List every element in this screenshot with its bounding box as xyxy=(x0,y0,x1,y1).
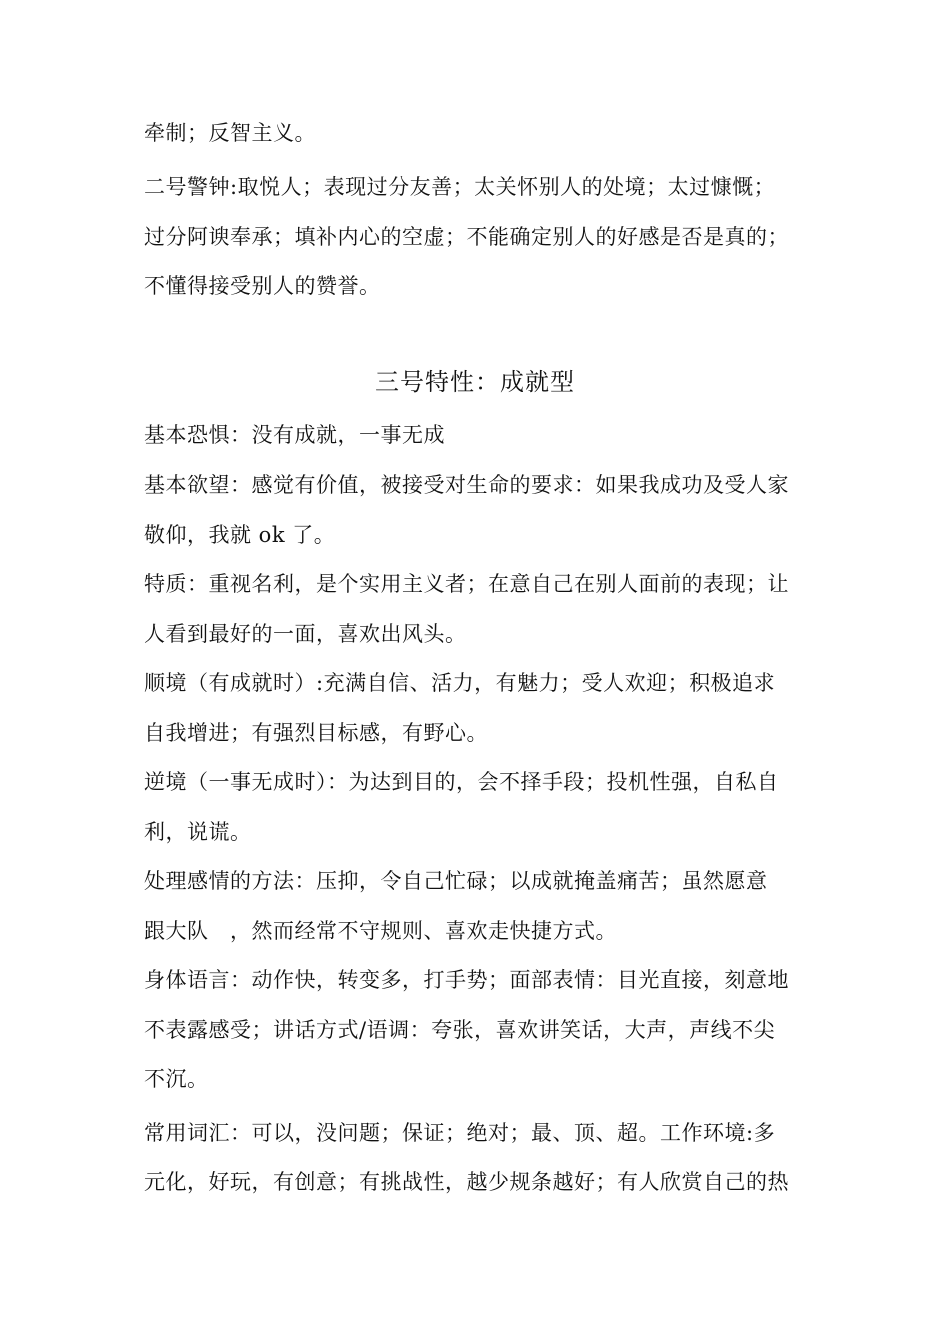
paragraph-line: 身体语言：动作快，转变多，打手势；面部表情：目光直接，刻意地 xyxy=(144,968,789,992)
paragraph-line: 基本恐惧：没有成就，一事无成 xyxy=(144,423,445,447)
paragraph-line: 过分阿谀奉承；填补内心的空虚；不能确定别人的好感是否是真的； xyxy=(144,225,789,249)
paragraph-line: 基本欲望：感觉有价值，被接受对生命的要求：如果我成功及受人家 xyxy=(144,473,789,497)
section-title: 三号特性：成就型 xyxy=(375,368,575,396)
paragraph-line: 逆境（一事无成时）：为达到目的，会不择手段；投机性强，自私自 xyxy=(144,770,779,794)
paragraph-line: 顺境（有成就时）:充满自信、活力，有魅力；受人欢迎；积极追求 xyxy=(144,671,776,695)
paragraph-line: 利，说谎。 xyxy=(144,820,252,844)
paragraph-line: 人看到最好的一面，喜欢出风头。 xyxy=(144,622,467,646)
paragraph-line: 不懂得接受别人的赞誉。 xyxy=(144,274,381,298)
paragraph-line: 自我增进；有强烈目标感，有野心。 xyxy=(144,721,488,745)
paragraph-line: 特质：重视名利，是个实用主义者；在意自己在别人面前的表现；让 xyxy=(144,572,789,596)
paragraph-line: 常用词汇：可以，没问题；保证；绝对；最、顶、超。工作环境:多 xyxy=(144,1121,776,1145)
paragraph-line: 敬仰，我就 ok 了。 xyxy=(144,523,336,547)
paragraph-line: 牵制；反智主义。 xyxy=(144,121,316,145)
paragraph-line: 处理感情的方法：压抑，令自己忙碌；以成就掩盖痛苦；虽然愿意 xyxy=(144,869,768,893)
paragraph-line: 不沉。 xyxy=(144,1067,209,1091)
paragraph-line: 跟大队 ，然而经常不守规则、喜欢走快捷方式。 xyxy=(144,919,617,943)
paragraph-line: 不表露感受；讲话方式/语调：夸张，喜欢讲笑话，大声，声线不尖 xyxy=(144,1018,776,1042)
paragraph-line: 元化，好玩，有创意；有挑战性，越少规条越好；有人欣赏自己的热 xyxy=(144,1170,789,1194)
paragraph-line: 二号警钟:取悦人；表现过分友善；太关怀别人的处境；太过慷慨； xyxy=(144,175,776,199)
